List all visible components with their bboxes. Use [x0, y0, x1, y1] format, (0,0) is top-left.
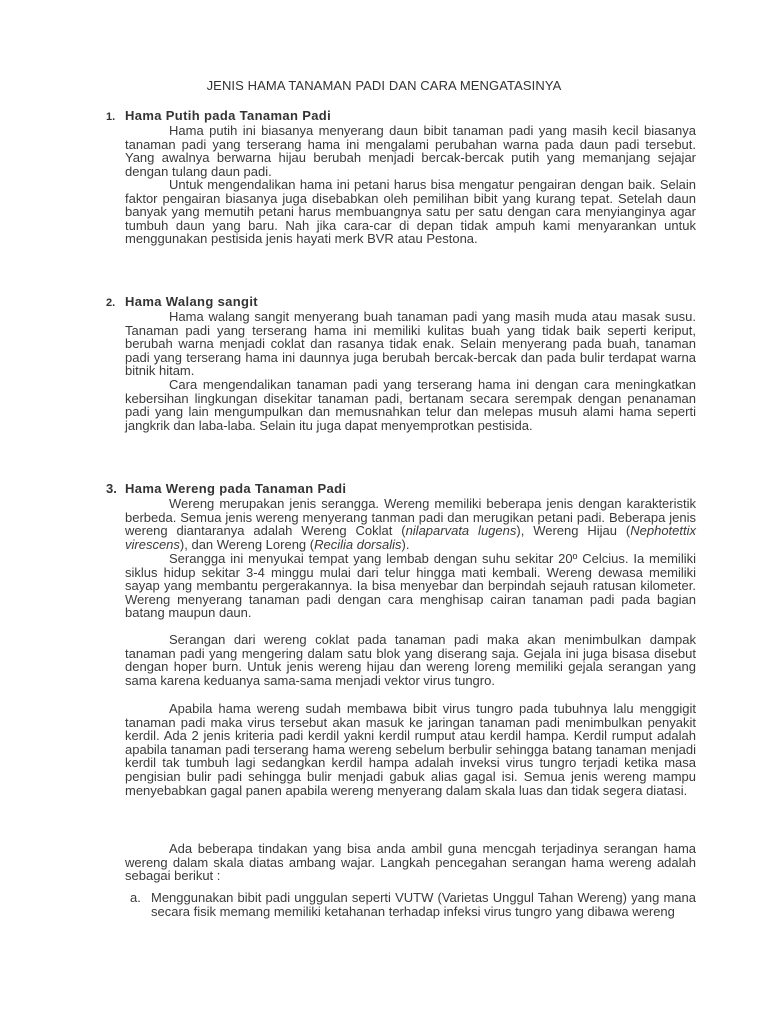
section-heading: [106, 481, 346, 497]
paragraph: Untuk mengendalikan hama ini petani harus bisa mengatur pengairan dengan baik. Selain faktor pengairan biasanya juga disebabkan oleh pemilihan bibit yang kurang tepat. Setelah daun banyak yang memutih petani harus membuangnya satu per satu dengan cara menyianginya agar tumbuh daun yang baru. Nah jika cara-car di depan tidak ampuh kami menyarankan untuk menggunakan pestisida jenis hayati merk BVR atau Pestona.: [125, 177, 696, 247]
section-title: Hama Walang sangit: [125, 294, 258, 309]
list-marker: a.: [130, 890, 141, 905]
paragraph: Wereng merupakan jenis serangga. Wereng memiliki beberapa jenis dengan karakteristik berbeda. Semua jenis wereng menyerang tanman padi dan merugikan petani padi. Beberapa jenis wereng diantaranya adalah Wereng Coklat (nilaparvata lugens), Wereng Hijau (Nephotettix virescens), dan Wereng Loreng (Recilia dorsalis).: [125, 496, 697, 552]
paragraph: Serangan dari wereng coklat pada tanaman padi maka akan menimbulkan dampak tanaman padi yang mengering dalam satu blok yang diserang saja. Gejala ini juga bisasa disebut dengan hoper burn. Untuk jenis wereng hijau dan wereng loreng memiliki gejala serangan yang sama karena keduanya sama-sama menjadi vektor virus tungro.: [125, 632, 696, 688]
section-title: Hama Putih pada Tanaman Padi: [125, 108, 332, 123]
species-name: Nephotettix virescens: [125, 523, 697, 552]
section-number: 1.: [106, 111, 116, 123]
paragraph: Serangga ini menyukai tempat yang lembab dengan suhu sekitar 20º Celcius. Ia memiliki siklus hidup sekitar 3-4 minggu mulai dari telur hingga mati kembali. Wereng dewasa memiliki sayap yang membantu pergerakannya. Ia bisa menyebar dan berpindah sejauh ratusan kilometer. Wereng menyerang tanaman padi dengan cara menghisap cairan tanaman padi pada bagian batang maupun daun.: [125, 551, 696, 621]
species-name: Recilia dorsalis: [314, 536, 402, 552]
species-name: nilaparvata lugens: [405, 523, 517, 539]
paragraph: Hama walang sangit menyerang buah tanaman padi yang masih muda atau masak susu. Tanaman padi yang terserang hama ini memiliki kulitas buah yang tidak baik seperti keriput, berubah warna menjadi coklat dan rasanya tidak enak. Selain menyerang pada buah, tanaman padi yang terserang hama ini daunnya juga berubah bercak-bercak dan pada bulir terdapat warna bitnik hitam.: [125, 309, 696, 379]
section-number: 3.: [106, 481, 117, 496]
section-number: 2.: [106, 297, 116, 309]
document-title: JENIS HAMA TANAMAN PADI DAN CARA MENGATASINYA: [206, 78, 562, 93]
paragraph: Apabila hama wereng sudah membawa bibit virus tungro pada tubuhnya lalu menggigit tanaman padi maka virus tersebut akan masuk ke jaringan tanaman padi menimbulkan penyakit kerdil. Ada 2 jenis kriteria padi kerdil yakni kerdil rumput atau kerdil hampa. Kerdil rumput adalah apabila tanaman padi terserang hama wereng sebelum berbulir sehingga batang tanaman menjadi kerdil tak tumbuh lagi sedangkan kerdil hampa adalah inveksi virus tungro terjadi ketika masa pengisian bulir padi sehingga bulir menjadi gabuk alias gagal isi. Semua jenis wereng mampu menyebabkan gagal panen apabila wereng menyerang dalam skala luas dan tidak segera diatasi.: [125, 701, 696, 798]
paragraph: Hama putih ini biasanya menyerang daun bibit tanaman padi yang masih kecil biasanya tanaman padi yang terserang hama ini mengalami perubahan warna pada daun padi tersebut. Yang awalnya berwarna hijau berubah menjadi bercak-bercak putih yang memanjang sejajar dengan tulang daun padi.: [125, 123, 696, 179]
paragraph: Ada beberapa tindakan yang bisa anda ambil guna mencgah terjadinya serangan hama wereng dalam skala diatas ambang wajar. Langkah pencegahan serangan hama wereng adalah sebagai berikut :: [125, 841, 696, 884]
paragraph: Cara mengendalikan tanaman padi yang terserang hama ini dengan cara meningkatkan kebersihan lingkungan disekitar tanaman padi, bertanam secara serempak dengan penanaman padi yang lain mengumpulkan dan memusnahkan telur dan melepas musuh alami hama seperti jangkrik dan laba-laba. Selain itu juga dapat menyemprotkan pestisida.: [125, 377, 696, 433]
list-item-text: Menggunakan bibit padi unggulan seperti VUTW (Varietas Unggul Tahan Wereng) yang mana secara fisik memang memiliki ketahanan terhadap infeksi virus tungro yang dibawa wereng: [151, 890, 696, 919]
section-title: Hama Wereng pada Tanaman Padi: [125, 481, 347, 496]
